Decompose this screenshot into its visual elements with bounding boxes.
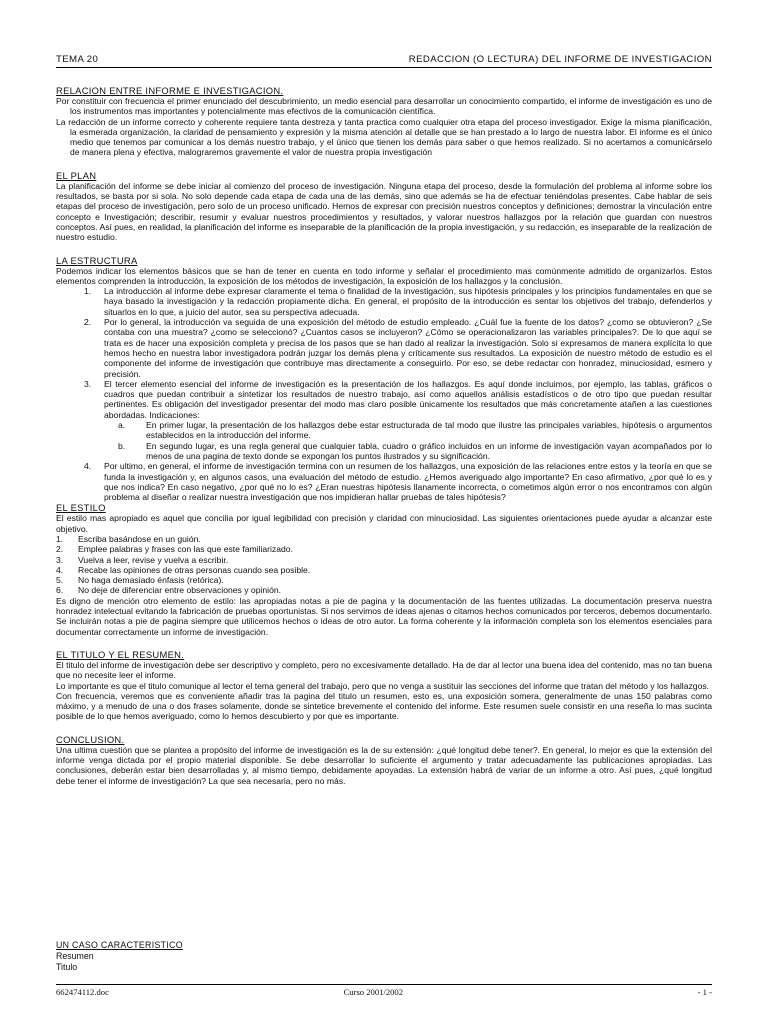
list-item: 4. Por ultimo, en general, el informe de investigación termina con un resumen de los hallazgos, una exposición de las relaciones entre estos y la teoría en que se funda la investigación y, en algunos casos, una evaluación del método de estudio. ¿Hemos averiguado algo importante? En caso afirmativo, ¿por qué lo es y que nos indica? En caso negativo, ¿por qué no lo es? ¿Eran nuestras hipótesis llanamente incorrecta, o cometimos algún error o nos encontramos con algún problema al diseñar o realizar nuestra investigación que nos impidieran hallar pruebas de tales hipótesis? (84, 461, 712, 503)
list-item: 1. La introducción al informe debe expresar claramente el tema o finalidad de la investigación, sus hipótesis principales y los principios fundamentales en que se haya basado la investigación y la redacción propiamente dicha. En general, el propósito de la introducción es sentar los objetivos del trabajo, defenderlos y situarlos en lo que, a juicio del autor, sea su perspectiva adecuada. (84, 286, 712, 317)
relacion-p2: La redacción de un informe correcto y coherente requiere tanta destreza y tanta practica como cualquier otra etapa del proceso investigador. Exige la misma planificación, la esmerada organización, la claridad de pensamiento y expresión y la misma atención al detalle que se han prestado a lo largo de nuestra labor. El informe es el único medio que tenemos par comunicar a los demás nuestro trabajo, y el único que tienen los demás para saber o que hemos realizado. Si no acertamos a comunicárselo de manera plena y efectiva, malograremos gravemente el valor de nuestra propia investigación (56, 116, 712, 158)
heading-titulo: EL TITULO Y EL RESUMEN. (56, 648, 185, 660)
heading-estructura: LA ESTRUCTURA (56, 254, 138, 266)
section-conclusion (56, 734, 712, 786)
header-topic: TEMA 20 (56, 54, 99, 65)
conclusion-p1: Una ultima cuestión que se plantea a propósito del informe de investigación es la de su extensión: ¿qué longitud debe tener?. En general, lo mejor es que la extensión del informe venga dictada por el propio material disponible. Se debe desarrollar lo suficiente el argumento y tratar adecuadamente las publicaciones apropiadas. Las conclusiones, deberán estar bien desarrolladas y, al mismo tiempo, debidamente apoyadas. La extensión habrá de variar de un informe a otro. Así pues, ¿qué longitud debe tener el informe de investigación? La que sea necesaria, pero no más. (56, 744, 712, 786)
list-item: 1. Escriba basándose en un guión. (56, 533, 201, 544)
titulo-p1: El titulo del informe de investigación debe ser descriptivo y completo, pero no excesivamente detallado. Ha de dar al lector una buena idea del contenido, mas no tan buena que no necesite leer el informe. (56, 659, 712, 681)
plan-p1: La planificación del informe se debe iniciar al comienzo del proceso de investigación. Ninguna etapa del proceso, desde la formulación del problema al informe sobre los resultados, se basta por si sola. No solo depende cada etapa de cada una de las demás, sino que además se ha de efectuar teniéndolas presentes. Cabe hablar de seis etapas del proceso de investigación, pero solo de un proceso unificado. Hemos de expresar con precisión nuestros conceptos y definiciones; demostrar la vinculación entre concepto e Investigación; describir, resumir y evaluar nuestros procedimientos y resultados, y valorar nuestros hallazgos por la relación que guardan con nuestros conceptos. Así pues, en realidad, la planificación del informe es inseparable de la planificación de la propia investigación, y su redacción, es inseparable de la realización de nuestro estudio. (56, 180, 712, 243)
section-estilo (56, 502, 712, 637)
heading-relacion: RELACION ENTRE INFORME E INVESTIGACION. (56, 85, 284, 96)
list-item: 6. No deje de diferenciar entre observaciones y opinión. (56, 585, 282, 596)
footer-page-number: - 1 - (697, 987, 712, 997)
heading-caso: UN CASO CARACTERISTICO (56, 940, 183, 950)
caso-line-titulo: Titulo (56, 962, 78, 972)
titulo-p2: Lo importante es que el titulo comunique al lector el tema general del trabajo, pero que no venga a sustituir las secciones del informe que tratan del método y los hallazgos. (56, 680, 710, 691)
section-estructura (56, 255, 712, 503)
list-item: 2. Por lo general, la introducción va seguida de una exposición del método de estudio empleado. ¿Cuál fue la fuente de los datos? ¿como se obtuvieron? ¿Se contaba con una muestra? ¿como se seleccionó? ¿Cuantos casos se incluyeron? ¿Cómo se operacionalizaron las variables principales?. De lo que aquí se trata es de hacer una exposición completa y precisa de los pasos que se han dado al realizar la investigación. Solo si expresamos de manera explícita lo que hemos hecho en nuestra labor investigadora podrán juzgar los demás plena y críticamente sus resultados. La exposición de nuestro método de estudio es el componente del informe de investigación que contribuye mas directamente a conseguirlo. Por eso, se debe redactar con honradez, minuciosidad, esmero y precisión. (84, 317, 712, 379)
heading-conclusion: CONCLUSION. (56, 733, 125, 745)
list-item: 5. No haga demasiado énfasis (retórica). (56, 575, 224, 586)
estructura-list (56, 286, 712, 420)
estructura-intro: Podemos indicar los elementos básicos que se han de tener en cuenta en todo informe y señalar el procedimiento mas comúnmente admitido de organizarlos. Estos elementos comprenden la introducción, la exposición de los métodos de investigación, la exposición de los hallazgos y la conclusión. (56, 265, 712, 286)
section-caso (56, 940, 183, 973)
section-relacion (56, 85, 712, 158)
list-item: b. En segundo lugar, es una regla general que cualquier tabla, cuadro o gráfico incluidos en un informe de investigación vayan acompañados por lo menos de una pagina de texto donde se expongan los puntos ilustrados y su significación. (118, 440, 712, 461)
page-header (56, 54, 712, 68)
list-item: a. En primer lugar, la presentación de los hallazgos debe estar estructurada de tal modo que ilustre las principales variables, hipótesis o argumentos establecidos en la introducción del informe. (118, 420, 712, 441)
heading-plan: EL PLAN (56, 169, 97, 181)
header-title: REDACCION (O LECTURA) DEL INFORME DE INVESTIGACION (408, 54, 712, 65)
estilo-intro: El estilo mas apropiado es aquel que concilia por igual legibilidad con precisión y claridad con minuciosidad. Las siguientes orientaciones puede ayudar a alcanzar este objetivo. (56, 513, 712, 534)
document-page (56, 54, 712, 786)
section-titulo (56, 649, 712, 722)
list-item: 3. El tercer elemento esencial del informe de investigación es la presentación de los hallazgos. Es aquí donde incluimos, por ejemplo, las tablas, gráficos o cuadros que puedan contribuir a sintetizar los resultados de nuestro trabajo, así como aquellos análisis estadísticos o de otro tipo que puedan resultar pertinentes. Es obligación del investigador presentar del modo mas claro posible únicamente los resultados que más concretamente atañen a las cuestiones abordadas. Indicaciones: (84, 378, 712, 420)
estilo-outro: Es digno de mención otro elemento de estilo: las apropiadas notas a pie de pagina y la documentación de las fuentes utilizadas. La documentación preserva nuestra honradez intelectual evitando la fabricación de pruebas oportunistas. Si nos servimos de ideas ajenas o citamos hechos comunicados por terceros, debemos documentarlo. Se incluirán notas a pie de pagina siempre que utilicemos hechos o ideas de otro autor. La forma coherente y la información completa son los elementos esenciales para documentar correctamente un informe de investigación. (56, 595, 712, 637)
section-plan (56, 170, 712, 243)
list-item: 4. Recabe las opiniones de otras personas cuando sea posible. (56, 564, 311, 575)
list-item: 3. Vuelva a leer, revise y vuelva a escribir. (56, 554, 229, 565)
titulo-p3: Con frecuencia, veremos que es conveniente añadir tras la pagina del titulo un resumen, esto es, una exposición somera, generalmente de unas 150 palabras como máximo, y a menudo de una o dos frases solamente, donde se sintetice brevemente el contenido del informe. Este resumen suele consistir en una reseña lo mas sucinta posible de lo que hemos averiguado, como lo hemos descubierto y por que es importante. (56, 690, 712, 722)
caso-line-resumen: Resumen (56, 951, 94, 961)
heading-estilo: EL ESTILO (56, 502, 106, 514)
footer-filename: 662474112.doc (56, 987, 109, 997)
list-item: 2. Emplee palabras y frases con las que este familiarizado. (56, 544, 293, 555)
footer-course: Curso 2001/2002 (343, 987, 404, 997)
relacion-p1: Por constituir con frecuencia el primer enunciado del descubrimiento, un medio esencial para desarrollar un conocimiento compartido, el informe de investigación es uno de los instrumentos mas importantes y potencialmente mas efectivos de la comunicación científica. (56, 96, 712, 117)
page-footer (56, 984, 712, 997)
